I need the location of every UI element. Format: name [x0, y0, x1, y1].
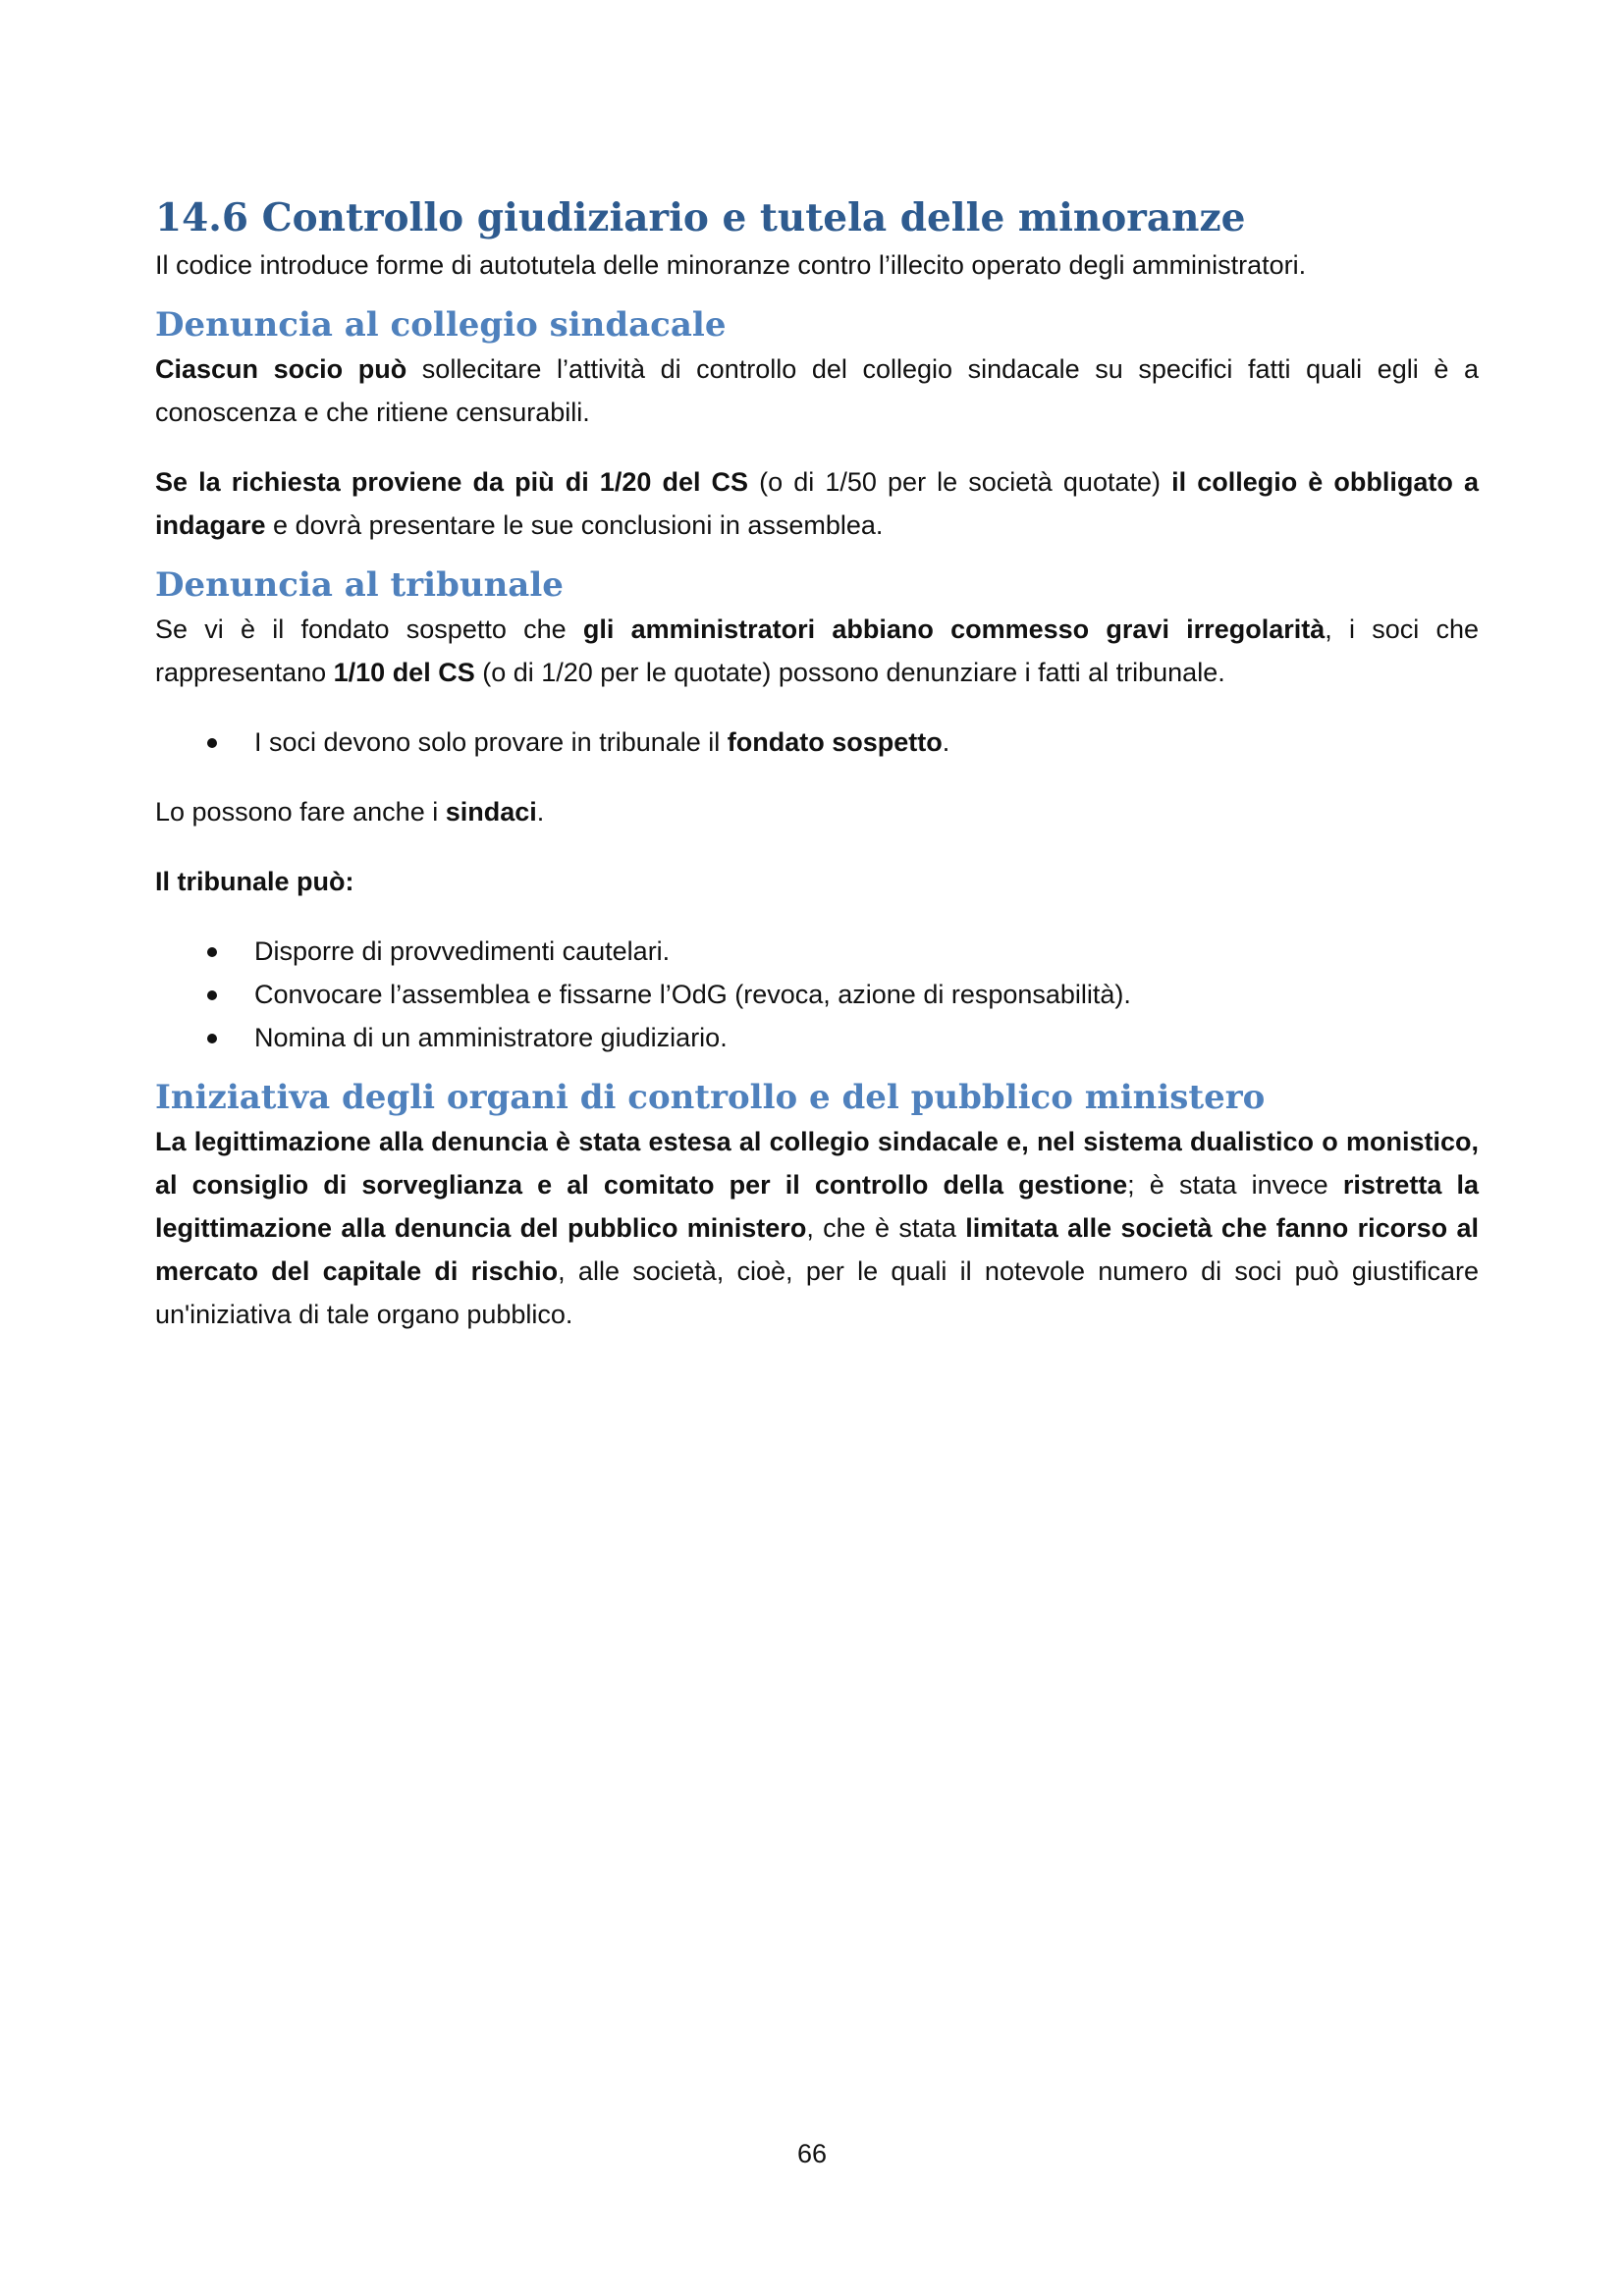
bullet-icon: [207, 990, 217, 1000]
list-item: [155, 721, 1479, 764]
section-title: 14.6 Controllo giudiziario e tutela delle minoranze: [155, 195, 1246, 240]
text: (o di 1/20 per le quotate) possono denunziare i fatti al tribunale.: [474, 658, 1225, 687]
text: Lo possono fare anche i: [155, 797, 446, 827]
bullet-list-soci: [155, 721, 1479, 764]
paragraph-richiesta: [155, 460, 1479, 547]
text: Se vi è il fondato sospetto che: [155, 614, 583, 644]
heading-iniziativa: Iniziativa degli organi di controllo e del pubblico ministero: [155, 1078, 1266, 1117]
list-item-text: Nomina di un amministratore giudiziario.: [254, 1023, 728, 1052]
bold-text: il collegio è obbligato a indagare: [155, 467, 1480, 540]
bold-text: La legittimazione alla denuncia è stata estesa al collegio sindacale e, nel sistema dualistico o monistico, al consiglio di sorveglianza e al comitato per il controllo della gestione: [155, 1127, 1479, 1200]
bold-text: sindaci: [445, 797, 537, 827]
text: .: [536, 797, 545, 827]
list-item: [155, 930, 1479, 973]
heading-denuncia-collegio: Denuncia al collegio sindacale: [155, 305, 727, 345]
bullet-icon: [207, 738, 217, 748]
list-item: [155, 1016, 1479, 1059]
paragraph-fondato-sospetto: [155, 608, 1479, 694]
list-item-text: Disporre di provvedimenti cautelari.: [254, 936, 671, 966]
heading-denuncia-tribunale: Denuncia al tribunale: [155, 565, 564, 605]
bold-text: gli amministratori abbiano commesso gravi irregolarità: [582, 614, 1326, 644]
paragraph-legittimazione: [155, 1120, 1479, 1336]
paragraph-ciascun-socio: [155, 347, 1479, 434]
paragraph-sindaci: [155, 790, 1479, 833]
text: I soci devono solo provare in tribunale il: [254, 727, 728, 757]
text: , alle società, cioè, per le quali il notevole numero di soci può giustificare un'iniziativa di tale organo pubblico.: [155, 1256, 1479, 1329]
text: .: [942, 727, 950, 757]
bullet-list-tribunale: [155, 930, 1479, 1059]
text: sollecitare l’attività di controllo del collegio sindacale su specifici fatti quali egli è a conoscenza e che ritiene censurabili.: [155, 354, 1479, 427]
page-number: 66: [796, 2139, 828, 2168]
text: ; è stata invece: [1127, 1170, 1343, 1200]
paragraph-tribunale-puo: [155, 860, 1479, 903]
bold-text: limitata alle società che fanno ricorso al mercato del capitale di rischio: [155, 1213, 1480, 1286]
bold-text: Il tribunale può:: [155, 867, 354, 896]
bold-text: ristretta la legittimazione alla denuncia del pubblico ministero: [155, 1170, 1480, 1243]
section-intro: Il codice introduce forme di autotutela delle minoranze contro l’illecito operato degli amministratori.: [155, 250, 1307, 280]
bullet-icon: [207, 947, 217, 957]
document-body: [155, 192, 1479, 1336]
bullet-icon: [207, 1034, 217, 1043]
bold-text: Se la richiesta proviene da più di 1/20 del CS: [155, 467, 749, 497]
text: , i soci che rappresentano: [155, 614, 1479, 687]
bold-text: 1/10 del CS: [333, 658, 475, 687]
list-item-text: Convocare l’assemblea e fissarne l’OdG (revoca, azione di responsabilità).: [254, 980, 1131, 1009]
bold-text: Ciascun socio può: [155, 354, 407, 384]
text: (o di 1/50 per le società quotate): [748, 467, 1172, 497]
text: e dovrà presentare le sue conclusioni in assemblea.: [265, 510, 884, 540]
text: , che è stata: [806, 1213, 966, 1243]
bold-text: fondato sospetto: [727, 727, 943, 757]
list-item: [155, 973, 1479, 1016]
